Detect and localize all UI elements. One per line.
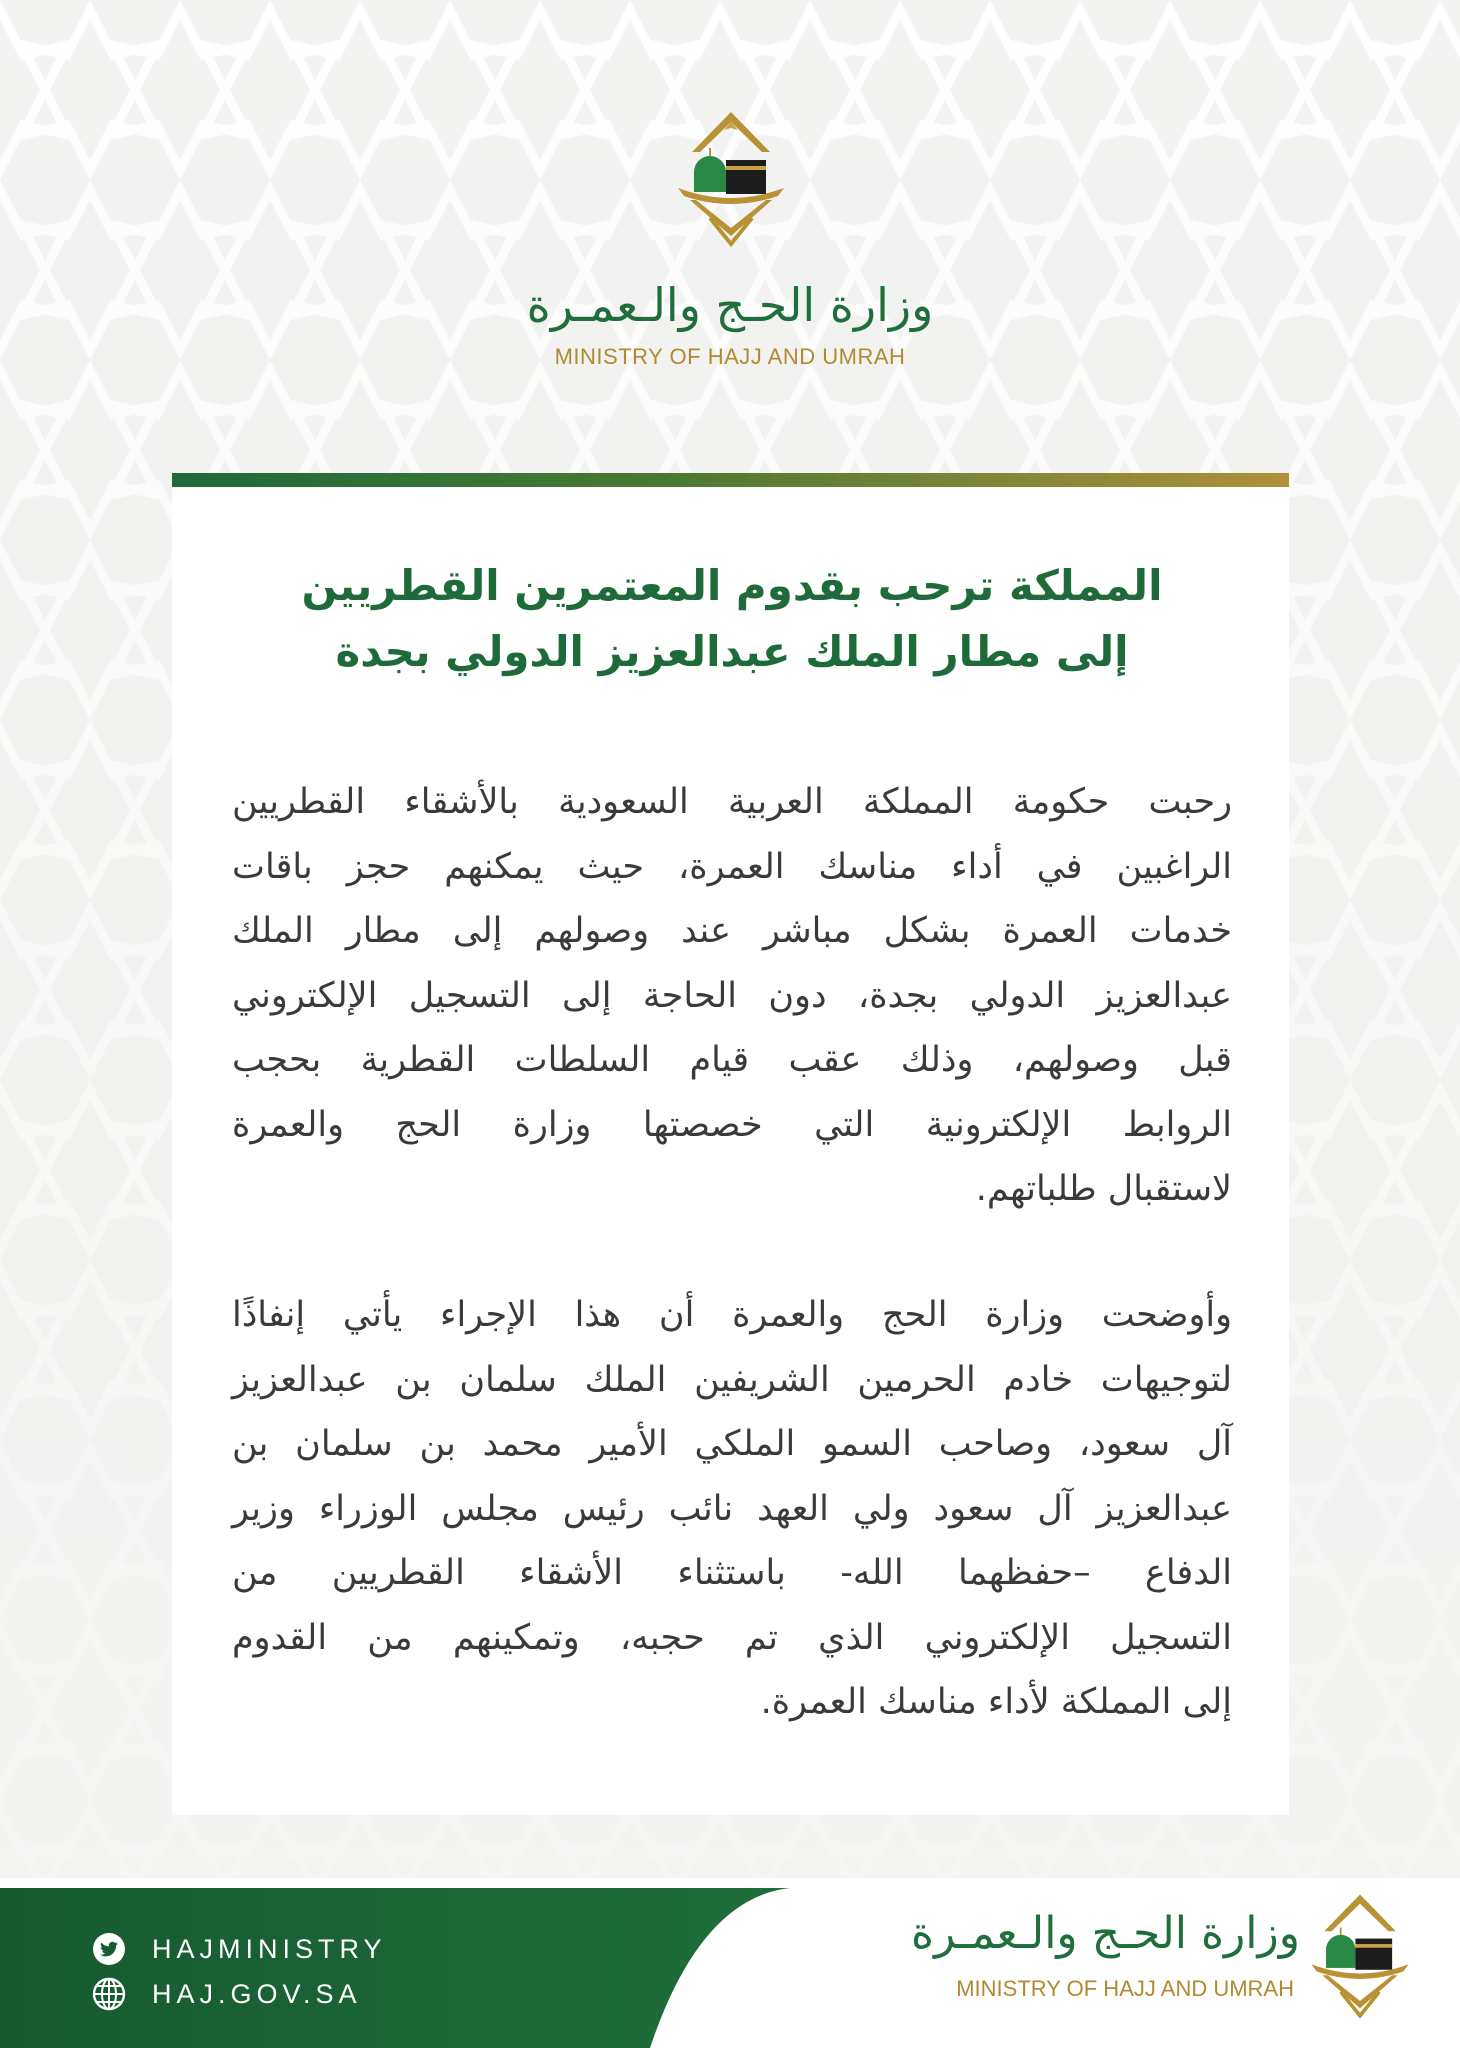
paragraph-line: وأوضحت وزارة الحج والعمرة أن هذا الإجراء يأتي إنفاذًا [232,1295,1232,1335]
paragraph-line: الدفاع –حفظهما الله- باستثناء الأشقاء القطريين من [232,1553,1232,1593]
twitter-icon [92,1932,126,1966]
ministry-emblem-icon [1304,1886,1416,2026]
header-ministry-name-arabic: وزارة الحـج والـعمـرة [526,278,934,332]
paragraph-line: الراغبين في أداء مناسك العمرة، حيث يمكنهم حجز باقات [232,846,1232,887]
footer-ministry-name-arabic: وزارة الحـج والـعمـرة [911,1908,1300,1959]
website-url: HAJ.GOV.SA [152,1978,362,2009]
globe-icon [92,1977,126,2011]
footer-green-band [0,1888,790,2048]
paragraph-line: قبل وصولهم، وذلك عقب قيام السلطات القطرية بحجب [232,1040,1232,1080]
paragraph-line: عبدالعزيز آل سعود ولي العهد نائب رئيس مجلس الوزراء وزير [232,1488,1232,1529]
paragraph-line: إلى المملكة لأداء مناسك العمرة. [760,1682,1232,1722]
statement-title [232,553,1232,685]
ministry-emblem-icon [670,108,792,250]
paragraph-line: التسجيل الإلكتروني الذي تم حجبه، وتمكينهم من القدوم [232,1617,1232,1658]
paragraph-2 [232,1283,1232,1735]
paragraph-line: آل سعود، وصاحب السمو الملكي الأمير محمد بن سلمان بن [232,1424,1232,1464]
paragraph-line: الروابط الإلكترونية التي خصصتها وزارة الحج والعمرة [232,1104,1232,1145]
paragraph-line: عبدالعزيز الدولي بجدة، دون الحاجة إلى التسجيل الإلكتروني [232,975,1232,1016]
paragraph-1 [232,770,1232,1222]
paragraph-line: خدمات العمرة بشكل مباشر عند وصولهم إلى مطار الملك [232,911,1232,951]
title-line: المملكة ترحب بقدوم المعتمرين القطريين [301,561,1163,610]
website-link[interactable] [92,1977,362,2011]
paragraph-line: لتوجيهات خادم الحرمين الشريفين الملك سلمان بن عبدالعزيز [232,1359,1232,1400]
paragraph-line: رحبت حكومة المملكة العربية السعودية بالأشقاء القطريين [232,782,1232,822]
twitter-handle: HAJMINISTRY [152,1933,387,1964]
header-ministry-name-english: MINISTRY OF HAJJ AND UMRAH [554,344,906,369]
paragraph-line: لاستقبال طلباتهم. [975,1169,1232,1209]
card-top-bar [172,473,1289,487]
title-line: إلى مطار الملك عبدالعزيز الدولي بجدة [335,627,1129,676]
statement-card [172,473,1289,1815]
footer-ministry-name-english: MINISTRY OF HAJJ AND UMRAH [956,1976,1294,2001]
twitter-link[interactable] [92,1932,387,1966]
